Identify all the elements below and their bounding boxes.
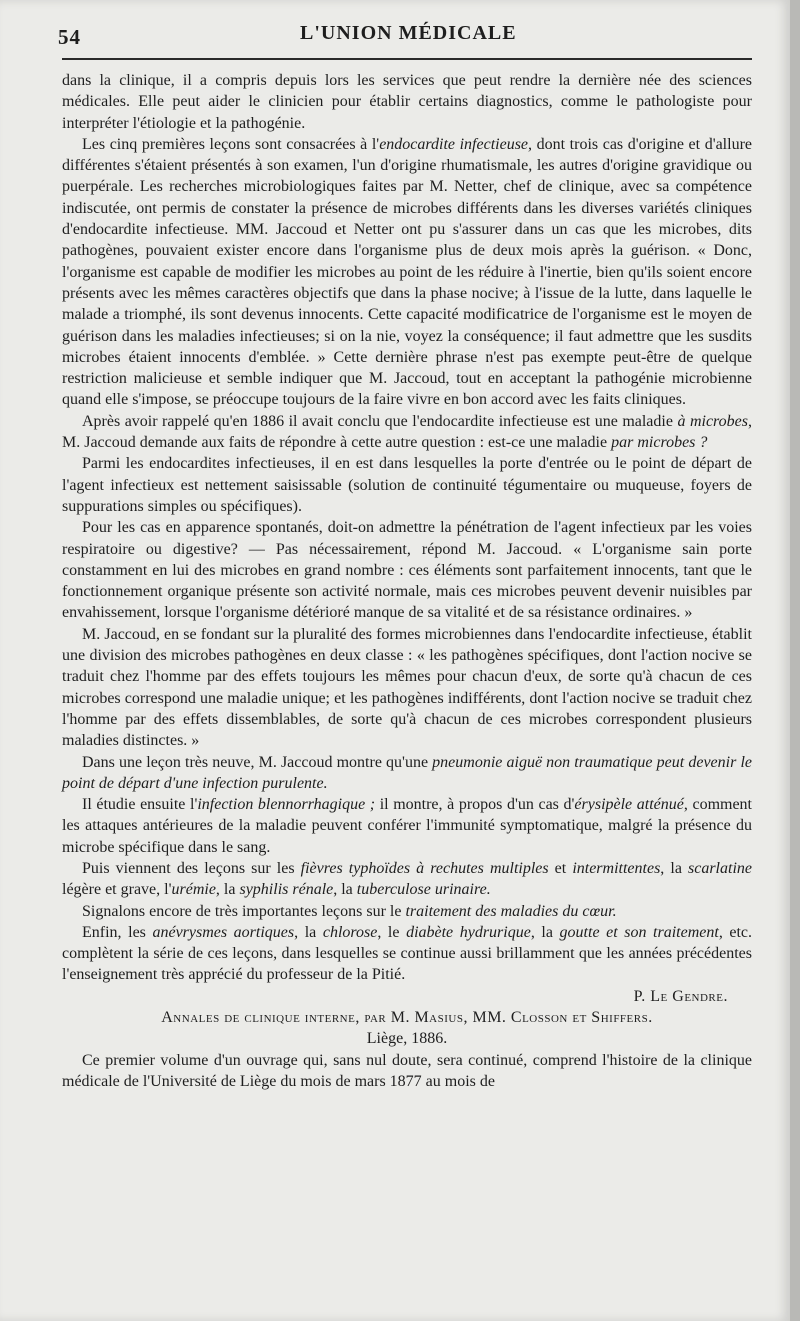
italic-emphasis: urémie bbox=[171, 881, 216, 899]
body-text bbox=[62, 70, 752, 1092]
paragraph: Enfin, les anévrysmes aortiques, la chlorose, le diabète hydrurique, la goutte et son traitement, etc. complètent la série de ces leçons, dans lesquelles se continue aussi brillamment que les années précédentes l'enseignement très apprécié du professeur de la Pitié. bbox=[62, 923, 753, 984]
italic-emphasis: tuberculose urinaire. bbox=[356, 881, 491, 899]
review-place-date: Liège, 1886. bbox=[366, 1030, 448, 1048]
italic-emphasis: érysipèle atténué bbox=[574, 796, 684, 814]
italic-emphasis: chlorose bbox=[322, 923, 378, 941]
page-number: 54 bbox=[58, 25, 81, 49]
italic-emphasis: par microbes ? bbox=[611, 434, 708, 452]
author-signature: P. Le Gendre. bbox=[633, 987, 728, 1005]
italic-emphasis: infection blennorrhagique ; bbox=[197, 796, 376, 814]
italic-emphasis: intermittentes bbox=[572, 859, 661, 877]
paragraph: Signalons encore de très importantes leçons sur le traitement des maladies du cœur. bbox=[82, 902, 617, 920]
paragraph: Ce premier volume d'un ouvrage qui, sans nul doute, sera continué, comprend l'histoire de la clinique médicale de l'Université de Liège du mois de mars 1877 au mois de bbox=[62, 1051, 752, 1090]
italic-emphasis: diabète hydrurique bbox=[406, 923, 531, 941]
italic-emphasis: traitement des maladies du cœur. bbox=[405, 902, 617, 920]
paragraph: Les cinq premières leçons sont consacrées à l'endocardite infectieuse, dont trois cas d'origine et d'allure différentes s'étaient présentés à son examen, l'un d'origine rhumatismale, les autres d'origine gravidique ou puerpérale. Les recherches microbiologiques faites par M. Netter, chef de clinique, avec sa compétence indiscutée, ont permis de constater la présence de microbes différents dans les diverses variétés cliniques d'endocardite infectieuse. MM. Jaccoud et Netter ont pu s'assurer dans un cas que les microbes, dits pathogènes, pouvaient exister encore dans l'organisme plus de deux mois après la guérison. « Donc, l'organisme est capable de modifier les microbes au point de les réduire à l'inertie, bien qu'ils soient encore présents avec les mêmes caractères objectifs que dans la phase nocive; à l'issue de la lutte, dans laquelle le malade a triomphé, ils sont devenus innocents. Cette capacité modificatrice de l'organisme est le moyen de guérison dans les maladies infectieuses; si on la nie, voyez la conséquence; il faut admettre que les susdits microbes étaient innocents d'emblée. » Cette dernière phrase n'est pas exempte peut-être de quelque restriction malicieuse et semble indiquer que M. Jaccoud, tout en acceptant la pathogénie microbienne quand elle s'impose, se préoccupe toujours de la faire vivre en bon accord avec les faits cliniques. bbox=[62, 135, 752, 409]
paragraph: Parmi les endocardites infectieuses, il en est dans lesquelles la porte d'entrée ou le point de départ de l'agent infectieux est nettement saisissable (solution de continuité tégumentaire ou muqueuse, foyers de suppurations simples ou spécifiques). bbox=[62, 455, 752, 515]
italic-emphasis: goutte et son traitement bbox=[559, 923, 719, 941]
italic-emphasis: anévrysmes aortiques bbox=[152, 923, 295, 941]
paragraph: Il étudie ensuite l'infection blennorrhagique ; il montre, à propos d'un cas d'érysipèle atténué, comment les attaques antérieures de la maladie peuvent conférer l'immunité symptomatique, malgré la présence du microbe spécifique dans le sang. bbox=[62, 796, 753, 856]
paragraph: Après avoir rappelé qu'en 1886 il avait conclu que l'endocardite infectieuse est une maladie à microbes, M. Jaccoud demande aux faits de répondre à cette autre question : est-ce une maladie par microbes ? bbox=[62, 412, 753, 452]
italic-emphasis: syphilis rénale bbox=[239, 881, 334, 899]
italic-emphasis: scarlatine bbox=[688, 859, 752, 877]
italic-emphasis: fièvres typhoïdes à rechutes multiples bbox=[300, 859, 549, 877]
italic-emphasis: à microbes bbox=[677, 412, 749, 430]
header-rule bbox=[62, 58, 752, 60]
running-title: L'UNION MÉDICALE bbox=[300, 22, 517, 44]
paragraph: dans la clinique, il a compris depuis lors les services que peut rendre la dernière née des sciences médicales. Elle peut aider le clinicien pour établir certains diagnostics, comme le pathologiste pour interpréter l'étiologie et la pathogénie. bbox=[62, 72, 752, 132]
italic-emphasis: endocardite infectieuse, bbox=[379, 135, 533, 153]
paragraph: M. Jaccoud, en se fondant sur la pluralité des formes microbiennes dans l'endocardite infectieuse, établit une division des microbes pathogènes en deux classe : « les pathogènes spécifiques, dont l'action nocive se traduit chez l'homme par des effets toujours les mêmes pour chacun d'eux, de sorte qu'à chacun de ces microbes correspond une maladie unique; et les pathogènes indifférents, dont l'action nocive se traduit chez l'homme par des effets dissemblables, de sorte qu'à chacun de ces microbes correspondent plusieurs maladies distinctes. » bbox=[62, 625, 752, 750]
paragraph: Pour les cas en apparence spontanés, doit-on admettre la pénétration de l'agent infectieux par les voies respiratoire ou digestive? — Pas nécessairement, répond M. Jaccoud. « L'organisme sain porte constamment en lui des microbes en grand nombre : ces éléments sont parfaitement innocents, tant que le fonctionnement organique présente son activité normale, mais ces microbes peuvent devenir nuisibles par envahissement, lorsque l'organisme détérioré manque de sa vitalité et de sa résistance ordinaires. » bbox=[62, 519, 752, 622]
review-heading: Annales de clinique interne, par M. Masius, MM. Closson et Shiffers. bbox=[161, 1009, 653, 1027]
paragraph: Dans une leçon très neuve, M. Jaccoud montre qu'une pneumonie aiguë non traumatique peut devenir le point de départ d'une infection purulente. bbox=[62, 753, 752, 792]
italic-emphasis: pneumonie aiguë non traumatique peut devenir le point de départ d'une infection purulente. bbox=[62, 753, 752, 792]
paragraph: Puis viennent des leçons sur les fièvres typhoïdes à rechutes multiples et intermittentes, la scarlatine légère et grave, l'urémie, la syphilis rénale, la tuberculose urinaire. bbox=[62, 859, 752, 899]
